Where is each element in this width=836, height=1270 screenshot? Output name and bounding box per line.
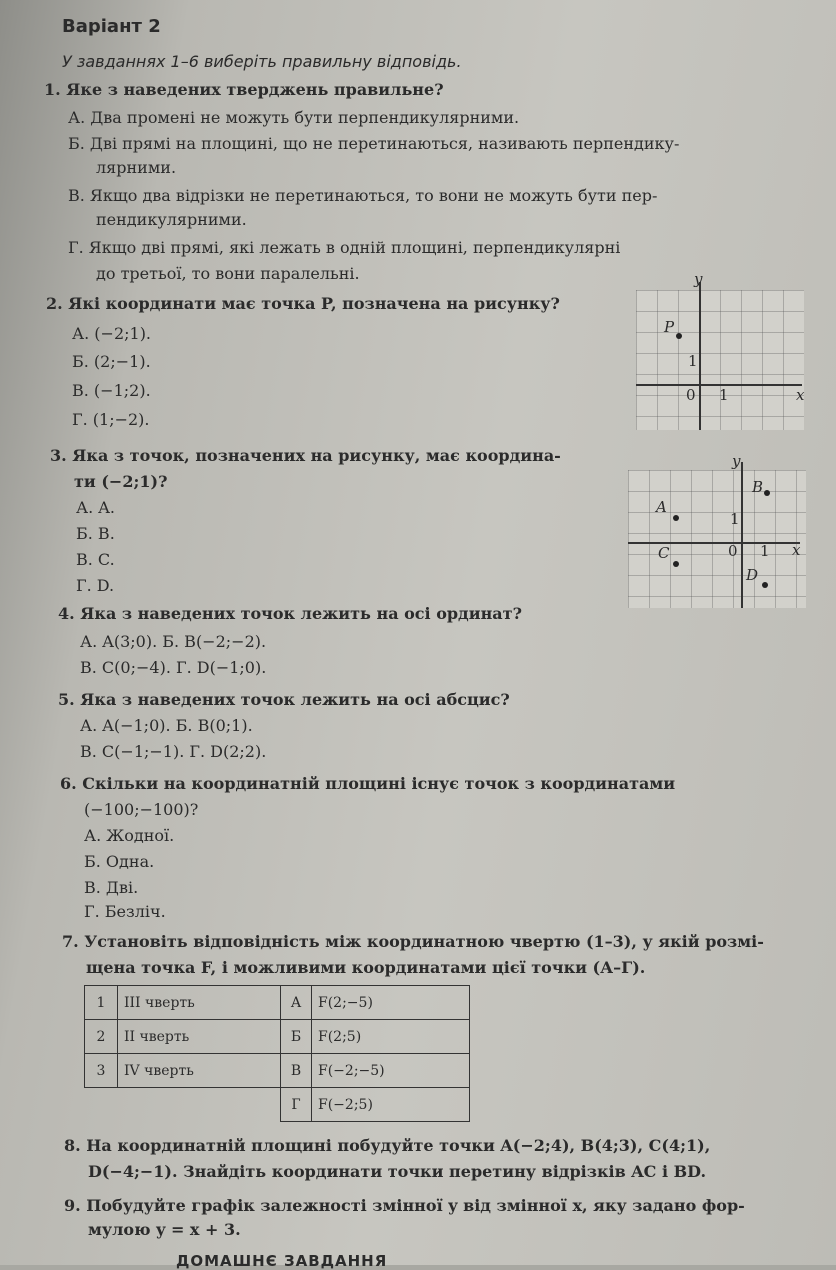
instruction: У завданнях 1–6 виберіть правильну відповідь. <box>62 52 462 71</box>
q2-x-unit-label: 1 <box>719 386 729 404</box>
q3-point-a <box>673 515 679 521</box>
q1-option-b-cont: лярними. <box>96 158 177 177</box>
row-number <box>85 1088 118 1122</box>
q3-grid <box>628 470 806 608</box>
quadrant-cell: II чверть <box>118 1020 281 1054</box>
q4-options-line2: В. C(0;−4). Г. D(−1;0). <box>80 658 267 677</box>
q2-y-axis <box>699 282 701 430</box>
q3-point-b <box>764 490 770 496</box>
q3-option-d: Г. D. <box>76 576 115 595</box>
q9-task: 9. Побудуйте графік залежності змінної y від змінної x, яку задано фор- <box>64 1196 745 1215</box>
table-row <box>85 986 470 1020</box>
q3-x-axis <box>628 542 800 544</box>
q2-option-b: Б. (2;−1). <box>72 352 151 371</box>
q2-y-label: y <box>694 270 703 288</box>
q3-point-d-label: D <box>746 566 759 584</box>
q2-option-c: В. (−1;2). <box>72 381 151 400</box>
q2-question: 2. Які координати має точка P, позначена на рисунку? <box>46 294 560 313</box>
q2-x-label: x <box>796 386 805 404</box>
q3-point-c-label: C <box>658 544 670 562</box>
answer-letter: В <box>281 1054 312 1088</box>
q3-option-c: В. C. <box>76 550 115 569</box>
q3-option-a: А. A. <box>76 498 115 517</box>
q1-option-d-cont: до третьої, то вони паралельні. <box>96 264 360 283</box>
answer-coords: F(−2;−5) <box>312 1054 470 1088</box>
answer-letter: Б <box>281 1020 312 1054</box>
row-number: 3 <box>85 1054 118 1088</box>
q5-options-line2: В. C(−1;−1). Г. D(2;2). <box>80 742 267 761</box>
q3-point-d <box>762 582 768 588</box>
q3-point-c <box>673 561 679 567</box>
q6-option-b: Б. Одна. <box>84 852 155 871</box>
q6-option-c: В. Дві. <box>84 878 139 897</box>
q3-y-unit-label: 1 <box>730 510 740 528</box>
q6-question: 6. Скільки на координатній площині існує точок з координатами <box>60 774 676 793</box>
q8-task: 8. На координатній площині побудуйте точки A(−2;4), B(4;3), C(4;1), <box>64 1136 711 1155</box>
answer-coords: F(2;−5) <box>312 986 470 1020</box>
table-row <box>85 1020 470 1054</box>
variant-header: Варіант 2 <box>62 16 161 37</box>
q2-y-unit-label: 1 <box>688 352 698 370</box>
answer-coords: F(−2;5) <box>312 1088 470 1122</box>
q1-option-a: А. Два промені не можуть бути перпендикулярними. <box>68 108 520 127</box>
q5-question: 5. Яка з наведених точок лежить на осі абсцис? <box>58 690 510 709</box>
answer-letter: А <box>281 986 312 1020</box>
q2-option-d: Г. (1;−2). <box>72 410 150 429</box>
q2-point-p-label: P <box>664 318 675 336</box>
q1-question: 1. Яке з наведених тверджень правильне? <box>44 80 444 99</box>
row-number: 2 <box>85 1020 118 1054</box>
q9-task-cont: мулою y = x + 3. <box>88 1220 241 1239</box>
q3-question-cont: ти (−2;1)? <box>74 472 168 491</box>
q3-y-axis <box>741 462 743 608</box>
q3-point-b-label: B <box>752 478 764 496</box>
q2-grid <box>636 290 804 430</box>
q3-x-unit-label: 1 <box>760 542 770 560</box>
q1-option-b: Б. Дві прямі на площині, що не перетинаються, називають перпендику- <box>68 134 680 153</box>
quadrant-cell: III чверть <box>118 986 281 1020</box>
q3-x-label: x <box>792 541 801 559</box>
homework-heading: ДОМАШНЄ ЗАВДАННЯ <box>176 1252 388 1270</box>
q6-option-d: Г. Безліч. <box>84 902 166 921</box>
table-row <box>85 1088 470 1122</box>
q4-options-line1: А. A(3;0). Б. B(−2;−2). <box>80 632 267 651</box>
q2-option-a: А. (−2;1). <box>72 324 152 343</box>
q1-option-d: Г. Якщо дві прямі, які лежать в одній площині, перпендикулярні <box>68 238 621 257</box>
q7-matching-table <box>84 985 470 1122</box>
q4-question: 4. Яка з наведених точок лежить на осі ординат? <box>58 604 522 623</box>
q3-point-a-label: A <box>656 498 667 516</box>
q5-options-line1: А. A(−1;0). Б. B(0;1). <box>80 716 253 735</box>
q7-question-cont: щена точка F, і можливими координатами цієї точки (А–Г). <box>86 958 646 977</box>
q2-point-p <box>676 333 682 339</box>
answer-letter: Г <box>281 1088 312 1122</box>
q6-option-a: А. Жодної. <box>84 826 175 845</box>
quadrant-cell: IV чверть <box>118 1054 281 1088</box>
answer-coords: F(2;5) <box>312 1020 470 1054</box>
q1-option-c: В. Якщо два відрізки не перетинаються, то вони не можуть бути пер- <box>68 186 658 205</box>
table-row <box>85 1054 470 1088</box>
q7-question: 7. Установіть відповідність між координатною чвертю (1–3), у якій розмі- <box>62 932 764 951</box>
q3-y-label: y <box>732 452 741 470</box>
q2-origin-label: 0 <box>686 386 696 404</box>
quadrant-cell <box>118 1088 281 1122</box>
q8-task-cont: D(−4;−1). Знайдіть координати точки перетину відрізків AC і BD. <box>88 1162 707 1181</box>
q3-origin-label: 0 <box>728 542 738 560</box>
q3-option-b: Б. B. <box>76 524 115 543</box>
q3-question: 3. Яка з точок, позначених на рисунку, має координа- <box>50 446 561 465</box>
row-number: 1 <box>85 986 118 1020</box>
q6-question-cont: (−100;−100)? <box>84 800 199 819</box>
q1-option-c-cont: пендикулярними. <box>96 210 247 229</box>
